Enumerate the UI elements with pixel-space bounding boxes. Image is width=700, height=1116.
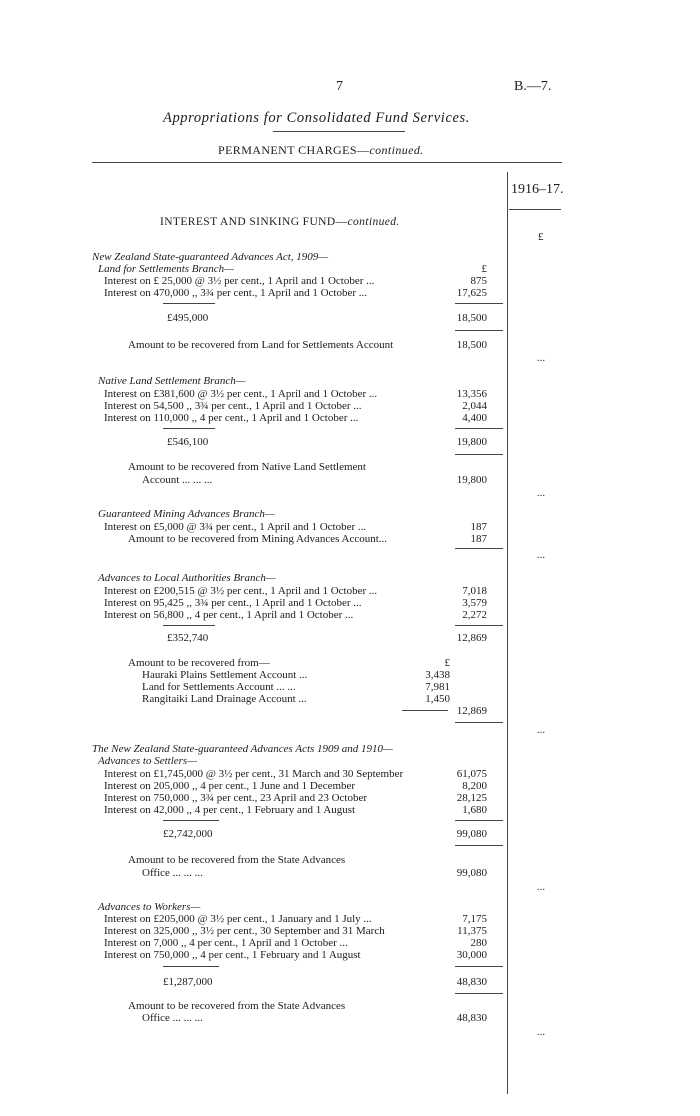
recovery-text: Amount to be recovered from the State Advances (128, 1000, 346, 1012)
year-column-value: ... (536, 352, 546, 364)
year-column-header: 1916–17. (511, 182, 564, 197)
sum-rule (455, 303, 503, 304)
interest-row-text: Interest on 56,800 ,, 4 per cent., 1 April and 1 October ... (104, 609, 354, 621)
interest-row-text: Interest on 110,000 ,, 4 per cent., 1 April and 1 October ... (104, 412, 359, 424)
interest-row-text: Interest on 205,000 ,, 4 per cent., 1 June and 1 December (104, 780, 356, 792)
interest-row-text: Interest on £5,000 @ 3¾ per cent., 1 April and 1 October ... (104, 521, 367, 533)
section-title-main: INTEREST AND SINKING FUND— (160, 216, 348, 228)
sum-rule (455, 820, 503, 821)
block-heading: Advances to Workers— (98, 901, 201, 913)
year-column-unit: £ (538, 231, 544, 243)
interest-row-text: Interest on 7,000 ,, 4 per cent., 1 April and 1 October ... (104, 937, 348, 949)
sum-rule (455, 966, 503, 967)
block-total: 18,500 (456, 312, 487, 324)
recovery-item-amount: 1,450 (425, 693, 450, 705)
block-heading: Guaranteed Mining Advances Branch— (98, 508, 275, 520)
capital-rule (163, 625, 215, 626)
recovery-item-amount: 3,438 (425, 669, 450, 681)
interest-row-amount: 17,625 (456, 287, 487, 299)
recovery-item-label: Land for Settlements Account ... ... (142, 681, 296, 693)
interest-row-amount: 11,375 (457, 925, 487, 937)
block-heading: The New Zealand State-guaranteed Advances Acts 1909 and 1910— (92, 743, 393, 755)
interest-row-text: Interest on 750,000 ,, 4 per cent., 1 February and 1 August (104, 949, 361, 961)
recovery-text: Amount to be recovered from Native Land Settlement (128, 461, 366, 473)
sum-rule (455, 428, 503, 429)
recovery-text: Amount to be recovered from the State Advances (128, 854, 346, 866)
section-title-continued: continued. (347, 216, 400, 228)
interest-row-amount: 2,044 (462, 400, 487, 412)
subtitle-main: PERMANENT CHARGES— (218, 143, 370, 157)
amount-unit: £ (481, 263, 487, 275)
sum-rule (455, 722, 503, 723)
recovery-item-amount: 7,981 (425, 681, 450, 693)
recovery-intro: Amount to be recovered from— (128, 657, 270, 669)
block-subheading: Advances to Settlers— (98, 755, 197, 767)
capital-total: £1,287,000 (163, 976, 213, 988)
year-column-value: ... (536, 724, 546, 736)
capital-rule (163, 428, 215, 429)
recovery-item-label: Rangitaiki Land Drainage Account ... (142, 693, 307, 705)
capital-total: £495,000 (167, 312, 209, 324)
block-subheading: Land for Settlements Branch— (98, 263, 234, 275)
capital-rule (163, 820, 219, 821)
capital-rule (163, 303, 215, 304)
interest-row-amount: 61,075 (456, 768, 487, 780)
sum-rule (455, 845, 503, 846)
block-heading: Native Land Settlement Branch— (98, 375, 246, 387)
sum-rule (455, 993, 503, 994)
interest-row-amount: 3,579 (462, 597, 487, 609)
interest-row-text: Interest on 54,500 ,, 3¾ per cent., 1 April and 1 October ... (104, 400, 362, 412)
block-total: 99,080 (456, 828, 487, 840)
interest-row-amount: 2,272 (462, 609, 487, 621)
capital-total: £2,742,000 (163, 828, 213, 840)
recovery-amount: 18,500 (456, 339, 487, 351)
capital-total: £352,740 (167, 632, 209, 644)
page-title: Appropriations for Consolidated Fund Services. (163, 110, 470, 126)
interest-row-amount: 187 (470, 521, 487, 533)
block-total: 48,830 (456, 976, 487, 988)
interest-row-text: Interest on £200,515 @ 3½ per cent., 1 April and 1 October ... (104, 585, 378, 597)
sum-rule (455, 330, 503, 331)
recovery-unit: £ (444, 657, 450, 669)
document-reference: B.—7. (514, 79, 552, 94)
year-column-value: ... (536, 1026, 546, 1038)
recovery-text: Account ... ... ... (142, 474, 213, 486)
sum-rule (455, 625, 503, 626)
year-column-value: ... (536, 549, 546, 561)
interest-row-amount: 1,680 (462, 804, 487, 816)
interest-row-amount: 8,200 (462, 780, 487, 792)
sum-rule (455, 454, 503, 455)
interest-row-amount: 30,000 (456, 949, 487, 961)
interest-row-amount: 875 (470, 275, 487, 287)
recovery-amount: 48,830 (456, 1012, 487, 1024)
interest-row-text: Interest on £1,745,000 @ 3½ per cent., 31 March and 30 September (104, 768, 404, 780)
interest-row-text: Interest on £381,600 @ 3½ per cent., 1 April and 1 October ... (104, 388, 378, 400)
interest-row-amount: 280 (470, 937, 487, 949)
year-column-value: ... (536, 881, 546, 893)
interest-row-text: Interest on 750,000 ,, 3¾ per cent., 23 April and 23 October (104, 792, 368, 804)
block-heading: Advances to Local Authorities Branch— (98, 572, 276, 584)
interest-row-text: Interest on 42,000 ,, 4 per cent., 1 February and 1 August (104, 804, 356, 816)
sum-rule (455, 548, 503, 549)
page-subtitle (218, 144, 424, 156)
interest-row-text: Interest on £205,000 @ 3½ per cent., 1 January and 1 July ... (104, 913, 372, 925)
page-number: 7 (336, 79, 343, 94)
recovery-text: Office ... ... ... (142, 1012, 203, 1024)
capital-total: £546,100 (167, 436, 209, 448)
recovery-text: Amount to be recovered from Mining Advances Account... (128, 533, 388, 545)
subtitle-continued: continued. (369, 143, 424, 157)
block-heading: New Zealand State-guaranteed Advances Act, 1909— (92, 251, 329, 263)
year-column-value: ... (536, 487, 546, 499)
interest-row-amount: 7,175 (462, 913, 487, 925)
recovery-text: Office ... ... ... (142, 867, 203, 879)
interest-row-amount: 7,018 (462, 585, 487, 597)
interest-row-amount: 28,125 (456, 792, 487, 804)
recovery-amount: 19,800 (456, 474, 487, 486)
section-title (160, 217, 400, 229)
block-total: 12,869 (456, 632, 487, 644)
recovery-text: Amount to be recovered from Land for Settlements Account (128, 339, 394, 351)
interest-row-text: Interest on 470,000 ,, 3¾ per cent., 1 April and 1 October ... (104, 287, 368, 299)
column-divider (507, 172, 508, 1094)
year-column-rule (509, 209, 561, 210)
block-total: 19,800 (456, 436, 487, 448)
recovery-amount: 187 (470, 533, 487, 545)
interest-row-text: Interest on 325,000 ,, 3½ per cent., 30 September and 31 March (104, 925, 385, 937)
recovery-amount: 12,869 (456, 705, 487, 717)
interest-row-text: Interest on £ 25,000 @ 3½ per cent., 1 April and 1 October ... (104, 275, 375, 287)
recovery-amount: 99,080 (456, 867, 487, 879)
title-rule (273, 131, 405, 132)
header-rule (92, 162, 562, 163)
capital-rule (163, 966, 219, 967)
interest-row-text: Interest on 95,425 ,, 3¾ per cent., 1 April and 1 October ... (104, 597, 362, 609)
interest-row-amount: 4,400 (462, 412, 487, 424)
interest-row-amount: 13,356 (456, 388, 487, 400)
recovery-item-label: Hauraki Plains Settlement Account ... (142, 669, 308, 681)
